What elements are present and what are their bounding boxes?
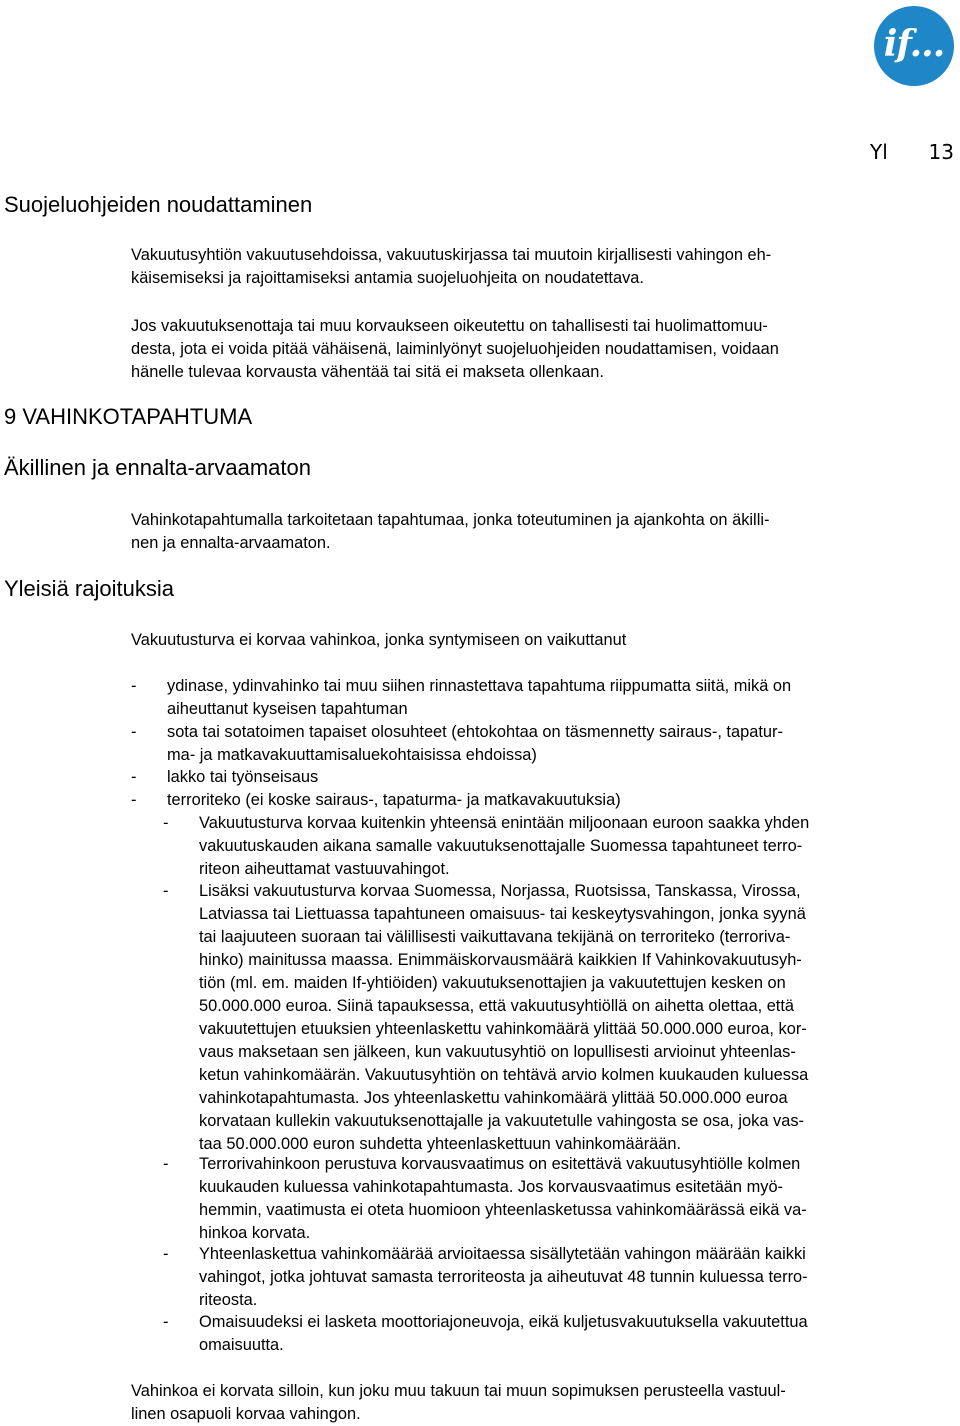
paragraph-suojeluohjeet-2: Jos vakuutuksenottaja tai muu korvaukseen oikeutettu on tahallisesti tai huolimattomuu- desta, jota ei voida pitää vähäisenä, laiminlyönyt suojeluohjeiden noudattamisen, voidaan hänelle tulevaa korvausta vähentää tai sitä ei makseta ollenkaan. (131, 317, 779, 381)
sublist-item: Lisäksi vakuutusturva korvaa Suomessa, Norjassa, Ruotsissa, Tanskassa, Virossa, Latviassa tai Liettuassa tapahtuneen omaisuus- tai keskeytysvahingon, jonka syynä tai laajuuteen suoraan tai välillisesti vaikuttavana tekijänä on terroriteko (terroriva- hinko) mainitussa maassa. Enimmäiskorvausmäärä kaikkien If Vahinkovakuutusyh- tiön (ml. em. maiden If-yhtiöiden) vakuutuksenottajien ja vakuutettujen kesken on 50.000.000 euroa. Siinä tapauksessa, että vakuutusyhtiöllä on aihetta olettaa, että vakuutettujen etuuksien yhteenlaskettu vahinkomäärä ylittää 50.000.000 euroa, kor- vaus maksetaan sen jälkeen, kun vakuutusyhtiö on lopullisesti arvioinut yhteenlas- ketun vahinkomäärän. Vakuutusyhtiön on tehtävä arvio kolmen kuukauden kuluessa vahinkotapahtumasta. Jos yhteenlaskettu vahinkomäärä ylittää 50.000.000 euroa korvataan kullekin vakuutuksenottajalle ja vakuutetulle vahingosta se osa, joka vas- taa 50.000.000 euron suhdetta yhteenlaskettuun vahinkomäärään. (199, 882, 809, 1153)
sublist-dash: - (163, 1313, 169, 1331)
sublist-dash: - (163, 1155, 169, 1173)
list-dash: - (131, 791, 137, 809)
paragraph-suojeluohjeet-1: Vakuutusyhtiön vakuutusehdoissa, vakuutuskirjassa tai muutoin kirjallisesti vahingon eh- käisemiseksi ja rajoittamiseksi antamia suojeluohjeita on noudatettava. (131, 246, 772, 287)
sublist-dash: - (163, 882, 169, 900)
heading-vahinkotapahtuma: 9 VAHINKOTAPAHTUMA (4, 404, 253, 429)
sublist-item: Vakuutusturva korvaa kuitenkin yhteensä enintään miljoonaan euroon saakka yhden vakuutuskauden aikana samalle vakuutuksenottajalle Suomessa tapahtuneet terro- riteon aiheuttamat vastuuvahingot. (199, 814, 810, 878)
if-logo (874, 6, 954, 86)
list-dash: - (131, 723, 137, 741)
list-item: sota tai sotatoimen tapaiset olosuhteet (ehtokohtaa on täsmennetty sairaus-, tapatur- ma- ja matkavakuuttamisaluekohtaisissa ehdoissa) (167, 723, 783, 764)
paragraph-vahinkotapahtuma: Vahinkotapahtumalla tarkoitetaan tapahtumaa, jonka toteutuminen ja ajankohta on äkilli- nen ja ennalta-arvaamaton. (131, 511, 770, 552)
logo-text: if... (883, 23, 945, 65)
page-label: Yl (870, 140, 888, 164)
list-dash: - (131, 768, 137, 786)
list-item: lakko tai työnseisaus (167, 768, 319, 786)
sublist-dash: - (163, 1245, 169, 1263)
sublist-item: Terrorivahinkoon perustuva korvausvaatimus on esitettävä vakuutusyhtiölle kolmen kuukauden kuluessa vahinkotapahtumasta. Jos korvausvaatimus esitetään myö- hemmin, vaatimusta ei oteta huomioon yhteenlasketussa vahinkomäärässä eikä va- hinkoa korvata. (199, 1155, 807, 1242)
list-item: terroriteko (ei koske sairaus-, tapaturma- ja matkavakuutuksia) (167, 791, 621, 809)
sublist-dash: - (163, 814, 169, 832)
page-number: 13 (928, 140, 954, 164)
sublist-item: Omaisuudeksi ei lasketa moottoriajoneuvoja, eikä kuljetusvakuutuksella vakuutettua omaisuutta. (199, 1313, 808, 1354)
paragraph-final: Vahinkoa ei korvata silloin, kun joku muu takuun tai muun sopimuksen perusteella vastuul- linen osapuoli korvaa vahingon. (131, 1382, 786, 1423)
heading-akillinen: Äkillinen ja ennalta-arvaamaton (4, 455, 311, 480)
heading-suojeluohjeet: Suojeluohjeiden noudattaminen (4, 192, 313, 217)
page-header (870, 140, 954, 164)
list-item: ydinase, ydinvahinko tai muu siihen rinnastettava tapahtuma riippumatta siitä, mikä on aiheuttanut kyseisen tapahtuman (167, 677, 792, 718)
heading-rajoitukset: Yleisiä rajoituksia (4, 576, 174, 601)
paragraph-rajoitukset-intro: Vakuutusturva ei korvaa vahinkoa, jonka syntymiseen on vaikuttanut (131, 631, 627, 649)
sublist-item: Yhteenlaskettua vahinkomäärää arvioitaessa sisällytetään vahingon määrään kaikki vahingot, jotka johtuvat samasta terroriteosta ja aiheutuvat 48 tunnin kuluessa terro- riteosta. (199, 1245, 808, 1309)
list-dash: - (131, 677, 137, 695)
